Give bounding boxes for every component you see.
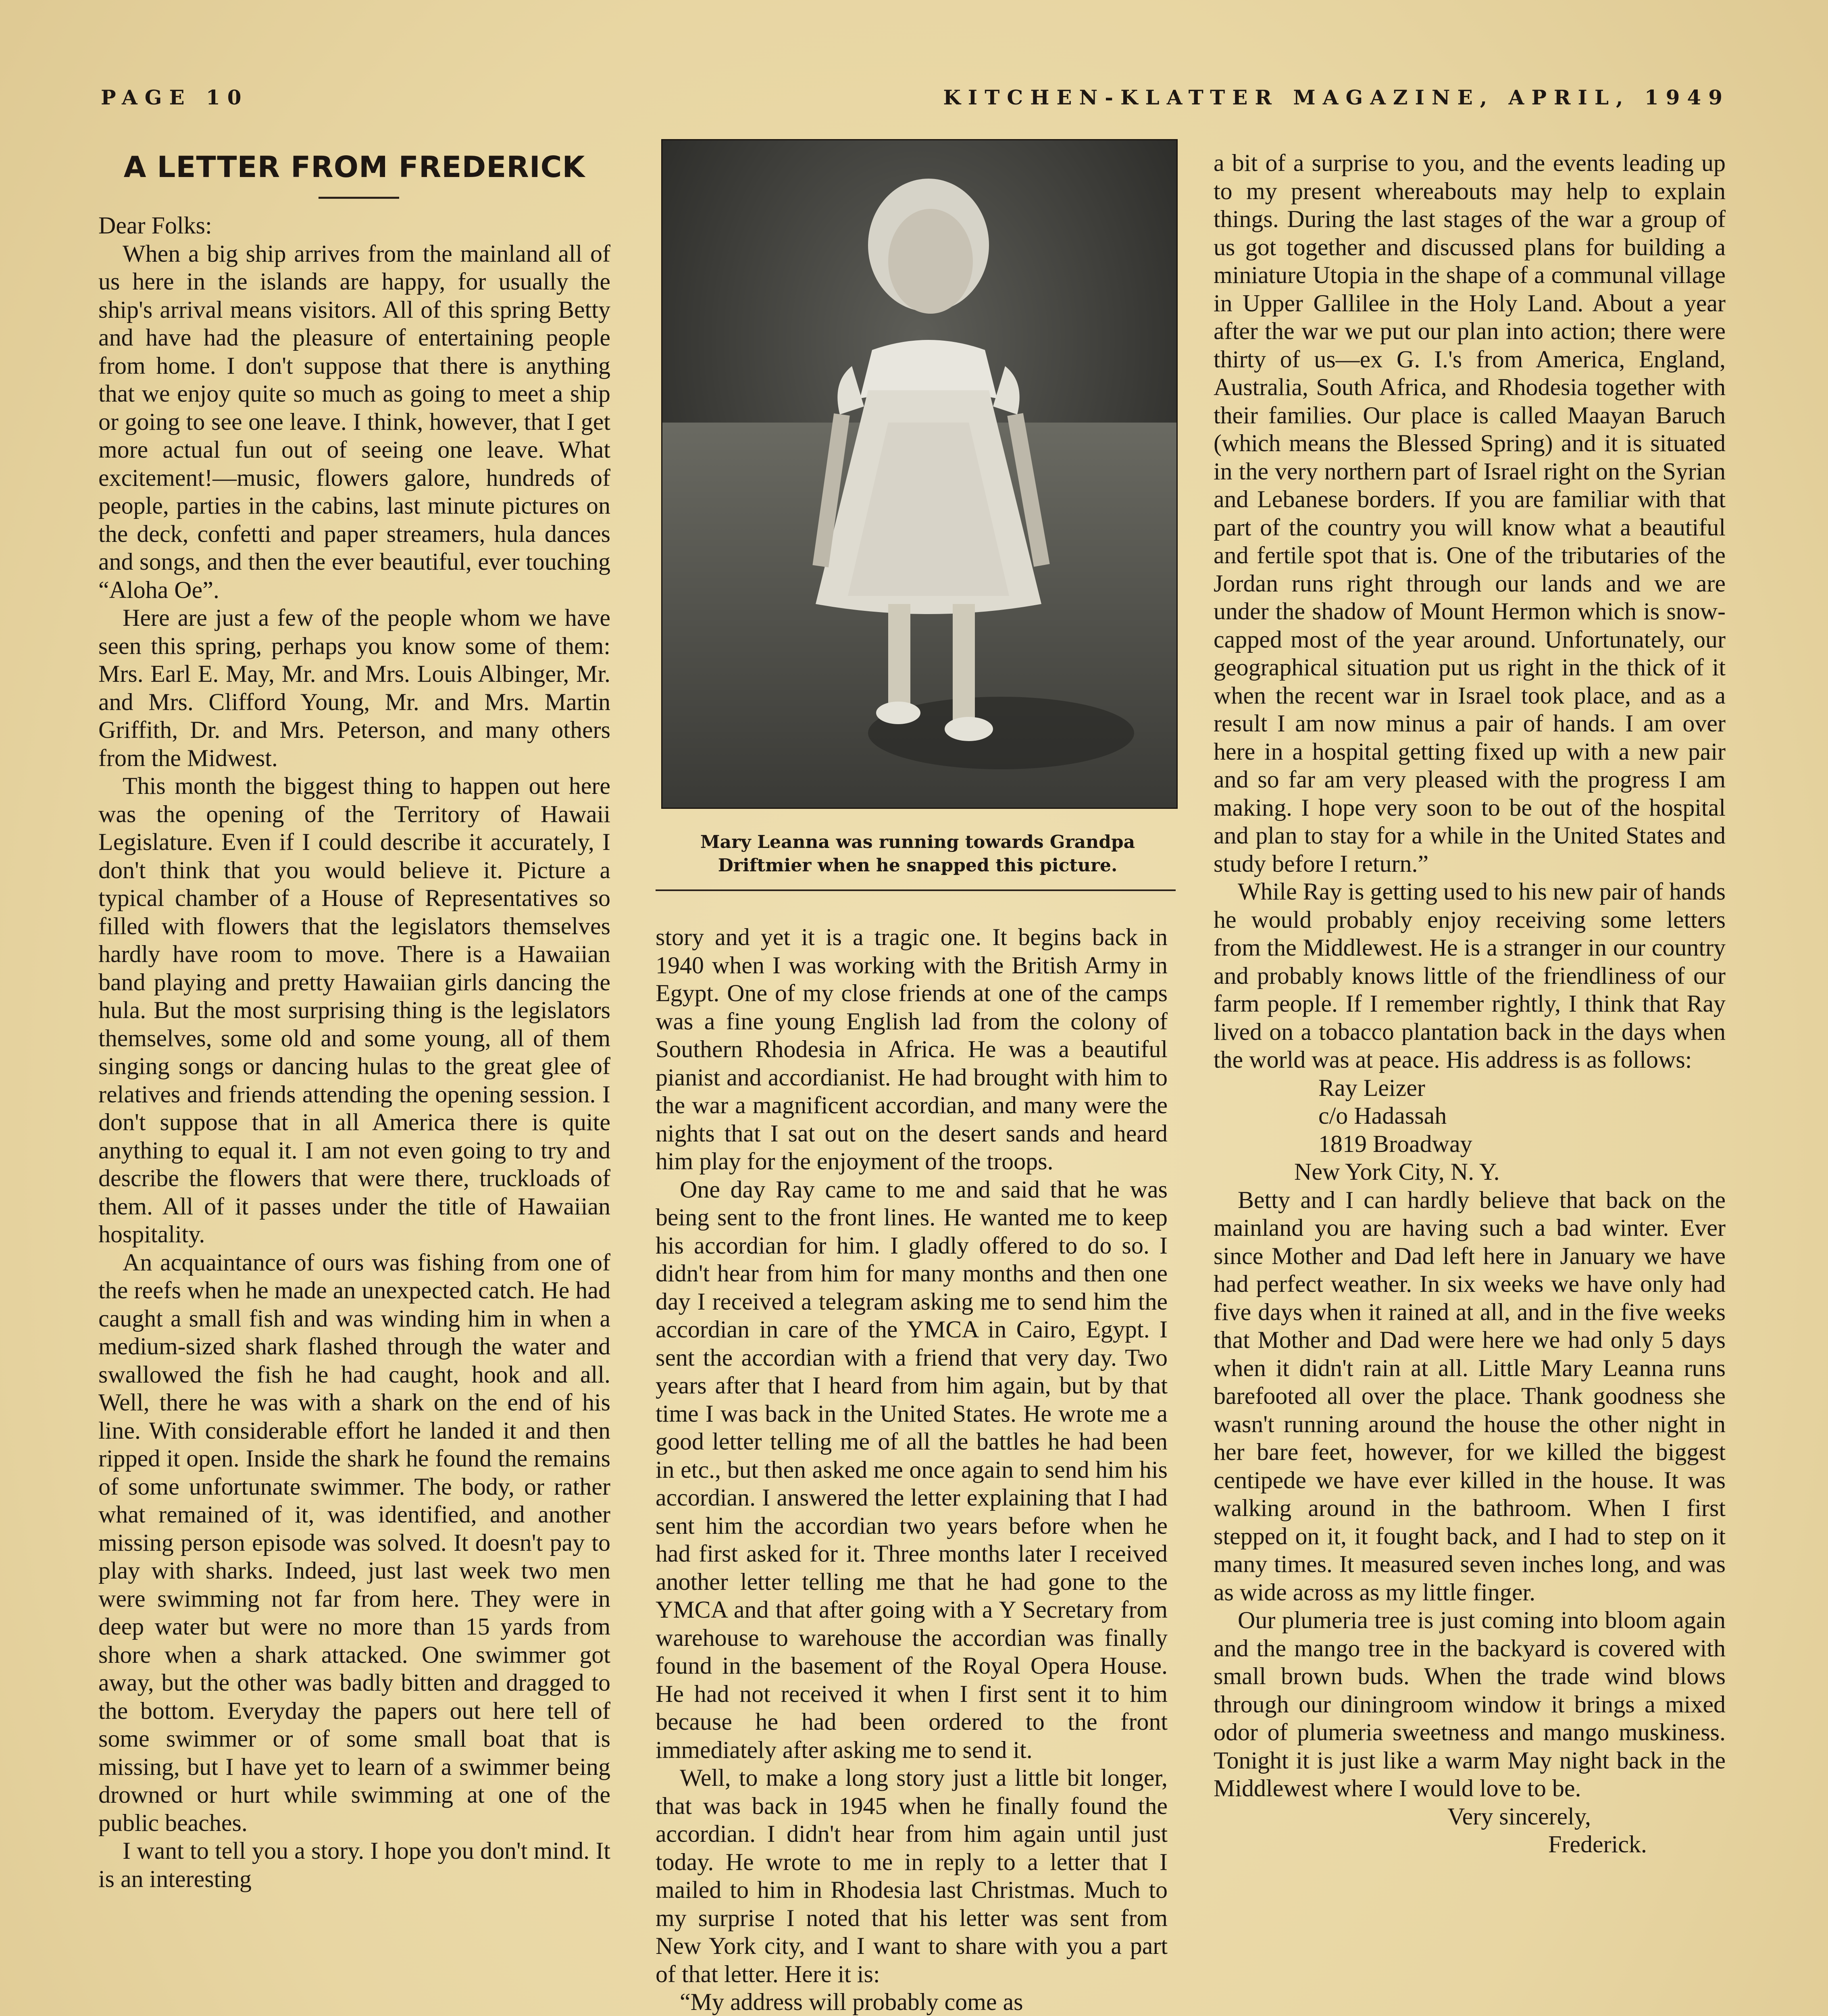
paragraph: I want to tell you a story. I hope you don't mind. It is an interesting — [98, 1837, 610, 1892]
paragraph: When a big ship arrives from the mainland all of us here in the islands are happy, for usually the ship's arrival means visitors. All of this spring Betty and have had the pleasure of entertaining people from home. I don't suppose that there is anything that we enjoy quite so much as going to meet a ship or going to see one leave. I think, however, that I get more actual fun out of seeing one leave. What excitement!—music, flowers galore, hundreds of people, parties in the cabins, last minute pictures on the deck, confetti and paper streamers, hula dances and songs, and then the ever beautiful, ever touching “Aloha Oe”. — [98, 240, 610, 603]
page-header — [101, 85, 1730, 118]
paragraph: One day Ray came to me and said that he was being sent to the front lines. He wanted me to keep his accordian for him. I gladly offered to do so. I didn't hear from him for many months and then one day I received a telegram asking me to send him the accordian in care of the YMCA in Cairo, Egypt. I sent the accordian with a friend that very day. Two years after that I heard from him again, but by that time I was back in the United States. He wrote me a good letter telling me of all the battles he had been in etc., but then asked me once again to send him his accordian. I answered the letter explaining that I had sent him the accordian two years before when he had first asked for it. Three months later I received another letter telling me that he had gone to the YMCA and that after going with a Y Secretary from warehouse to warehouse the accordian was finally found in the basement of the Royal Opera House. He had not received it when I first sent it to him because he had been ordered to the front immediately after asking me to send it. — [656, 1176, 1168, 1763]
paragraph: Here are just a few of the people whom we have seen this spring, perhaps you know some of them: Mrs. Earl E. May, Mr. and Mrs. Louis Albinger, Mr. and Mrs. Clifford Young, Mr. and Mrs. Martin Griffith, Dr. and Mrs. Peterson, and many others from the Midwest. — [98, 604, 610, 771]
paragraph: “My address will probably come as — [680, 1989, 1023, 2015]
address-line: 1819 Broadway — [1318, 1130, 1472, 1157]
address-line: c/o Hadassah — [1318, 1102, 1447, 1129]
caption-divider — [656, 889, 1176, 891]
salutation: Dear Folks: — [98, 212, 212, 239]
paragraph: Well, to make a long story just a little bit longer, that was back in 1945 when he finally found the accordian. I didn't hear from him again until just today. He wrote to me in reply to a letter that I mailed to him in Rhodesia last Christmas. Much to my surprise I noted that his letter was sent from New York city, and I want to share with you a part of that letter. Here it is: — [656, 1764, 1168, 1987]
paragraph: An acquaintance of ours was fishing from one of the reefs when he made an unexpected catch. He had caught a small fish and was winding him in when a medium-sized shark flashed through the water and swallowed the fish he had caught, hook and all. Well, there he was with a shark on the end of his line. With considerable effort he landed it and then ripped it open. Inside the shark he found the remains of some unfortunate swimmer. The body, or rather what remained of it, was identified, and another missing person episode was solved. It doesn't pay to play with sharks. Indeed, just last week two men were swimming not far from here. They were in deep water but were no more than 15 yards from shore when a shark attacked. One swimmer got away, but the other was badly bitten and dragged to the bottom. Everyday the papers out here tell of some swimmer or of some small boat that is missing, but I have yet to learn of a swimmer being drowned or hurt while swimming at one of the public beaches. — [98, 1249, 610, 1836]
address-line: Ray Leizer — [1318, 1074, 1425, 1101]
address-line: New York City, N. Y. — [1294, 1158, 1500, 1185]
masthead: KITCHEN-KLATTER MAGAZINE, APRIL, 1949 — [943, 85, 1730, 109]
paragraph: This month the biggest thing to happen out here was the opening of the Territory of Hawaii Legislature. Even if I could describe it accurately, I don't think that you would believe it. Picture a typical chamber of a House of Representatives so filled with flowers that the legislators themselves hardly have room to move. There is a Hawaiian band playing and pretty Hawaiian girls dancing the hula. But the most surprising thing is the legislators themselves, some old and some young, all of them singing songs or dancing hulas to the great glee of relatives and friends attending the opening session. I don't suppose that in all America there is quite anything to equal it. I am not even going to try and describe the flowers that were there, truckloads of them. All of it passes under the title of Hawaiian hospitality. — [98, 773, 610, 1248]
signature: Frederick. — [1548, 1831, 1647, 1858]
column-1 — [98, 212, 610, 1893]
paragraph: While Ray is getting used to his new pair of hands he would probably enjoy receiving some letters from the Middlewest. He is a stranger in our country and probably knows little of the friendliness of our farm people. If I remember rightly, I think that Ray lived on a tobacco plantation back in the days when the world was at peace. His address is as follows: — [1214, 878, 1726, 1073]
column-2 — [656, 923, 1168, 2016]
closing: Very sincerely, — [1447, 1803, 1591, 1830]
photo-caption: Mary Leanna was running towards Grandpa Driftmier when he snapped this picture. — [700, 832, 1135, 876]
paragraph: story and yet it is a tragic one. It begins back in 1940 when I was working with the British Army in Egypt. One of my close friends at one of the camps was a fine young English lad from the colony of Southern Rhodesia in Africa. He was a beautiful pianist and accordianist. He had brought with him to the war a magnificent accordian, and many were the nights that I sat out on the desert sands and heard him play for the enjoyment of the troops. — [656, 924, 1168, 1175]
paragraph: Our plumeria tree is just coming into bloom again and the mango tree in the backyard is covered with small brown buds. When the trade wind blows through our diningroom window it brings a mixed odor of plumeria sweetness and mango muskiness. Tonight it is just like a warm May night back in the Middlewest where I would love to be. — [1214, 1607, 1726, 1801]
page-number: PAGE 10 — [101, 85, 249, 109]
title-divider — [319, 197, 399, 199]
column-3 — [1214, 149, 1726, 1859]
paragraph: a bit of a surprise to you, and the events leading up to my present whereabouts may help to explain things. During the last stages of the war a group of us got together and discussed plans for building a miniature Utopia in the shape of a communal village in Upper Gallilee in the Holy Land. About a year after the war we put our plan into action; there were thirty of us—ex G. I.'s from America, England, Australia, South Africa, and Rhodesia together with their families. Our place is called Maayan Baruch (which means the Blessed Spring) and it is situated in the very northern part of Israel right on the Syrian and Lebanese borders. If you are familiar with that part of the country you will know what a beautiful and fertile spot that is. One of the tributaries of the Jordan runs right through our lands and we are under the shadow of Mount Hermon which is snow-capped most of the year around. Unfortunately, our geographical situation put us right in the thick of it when the recent war in Israel took place, and as a result I am now minus a pair of hands. I am over here in a hospital getting fixed up with a new pair and so far am very pleased with the progress I am making. I hope very soon to be out of the hospital and plan to stay for a while in the United States and study before I return.” — [1214, 150, 1726, 877]
photo-mary-leanna — [661, 139, 1178, 809]
photo-image — [662, 140, 1176, 808]
paragraph: Betty and I can hardly believe that back on the mainland you are having such a bad winter. Ever since Mother and Dad left here in January we have had perfect weather. In six weeks we have only had five days when it rained at all, and in the five weeks that Mother and Dad were here we had only 5 days when it didn't rain at all. Little Mary Leanna runs barefooted all over the place. Thank goodness she wasn't running around the house the other night in her bare feet, however, for we killed the biggest centipede we have ever killed in the house. It was walking around in the bathroom. When I first stepped on it, it fought back, and I had to step on it many times. It measured seven inches long, and was as wide across as my little finger. — [1214, 1186, 1726, 1606]
article-title: A LETTER FROM FREDERICK — [123, 150, 585, 184]
